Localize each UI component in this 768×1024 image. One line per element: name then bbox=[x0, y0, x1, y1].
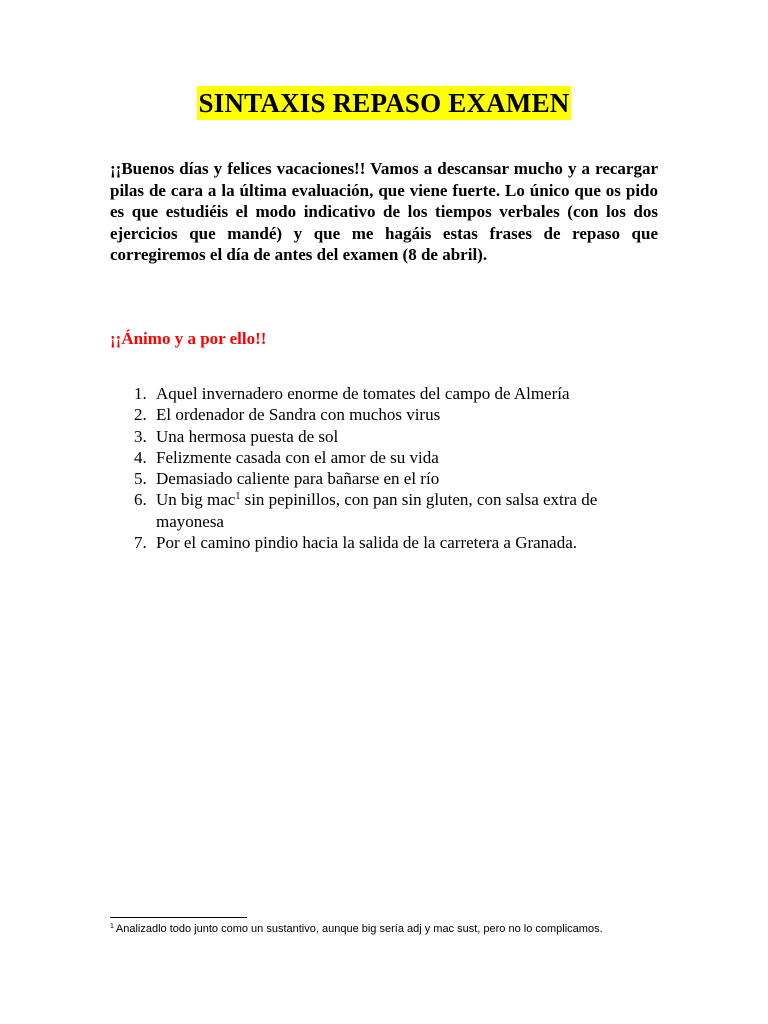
phrase-list bbox=[110, 383, 658, 553]
phrase-text: El ordenador de Sandra con muchos virus bbox=[156, 405, 441, 425]
phrase-number: 7. bbox=[134, 533, 147, 553]
footnote-reference[interactable]: 1 bbox=[235, 491, 241, 503]
phrase-text: Una hermosa puesta de sol bbox=[156, 426, 339, 446]
phrase-item-5 bbox=[110, 468, 658, 489]
footnote-separator bbox=[110, 917, 247, 918]
phrase-item-6 bbox=[110, 489, 658, 532]
intro-paragraph: ¡¡Buenos días y felices vacaciones!! Vamos a descansar mucho y a recargar pilas de cara a la última evaluación, que viene fuerte. Lo único que os pido es que estudiéis el modo indicativo de los tiempos verbales (con los dos ejercicios que mandé) y que me hagáis estas frases de repaso que corregiremos el día de antes del examen (8 de abril). bbox=[110, 159, 658, 264]
footnote bbox=[110, 922, 670, 936]
phrase-text: Felizmente casada con el amor de su vida bbox=[156, 447, 439, 467]
phrase-text-before: Un big mac bbox=[156, 490, 236, 510]
phrase-number: 1. bbox=[134, 384, 147, 403]
phrase-number: 5. bbox=[134, 469, 147, 489]
phrase-number: 2. bbox=[134, 405, 147, 425]
phrase-item-2 bbox=[110, 404, 658, 425]
phrase-item-4 bbox=[110, 447, 658, 468]
phrase-text-after: sin pepinillos, con pan sin gluten, con salsa extra de mayonesa bbox=[156, 490, 598, 531]
motto-text: ¡¡Ánimo y a por ello!! bbox=[110, 329, 267, 348]
phrase-item-3 bbox=[110, 426, 658, 447]
footnote-text: Analizadlo todo junto como un sustantivo, aunque big sería adj y mac sust, pero no lo complicamos. bbox=[115, 923, 603, 935]
phrase-item-1 bbox=[110, 383, 658, 404]
phrase-text: Aquel invernadero enorme de tomates del campo de Almería bbox=[156, 384, 570, 403]
phrase-number: 4. bbox=[134, 447, 147, 467]
phrase-item-7 bbox=[110, 532, 658, 553]
phrase-text: Demasiado caliente para bañarse en el río bbox=[156, 469, 440, 489]
document-title: SINTAXIS REPASO EXAMEN bbox=[198, 88, 570, 118]
phrase-text: Por el camino pindio hacia la salida de la carretera a Granada. bbox=[156, 533, 578, 553]
phrase-number: 3. bbox=[134, 426, 147, 446]
footnote-marker: 1 bbox=[110, 923, 114, 930]
phrase-number: 6. bbox=[134, 490, 147, 510]
title-container bbox=[0, 86, 768, 120]
